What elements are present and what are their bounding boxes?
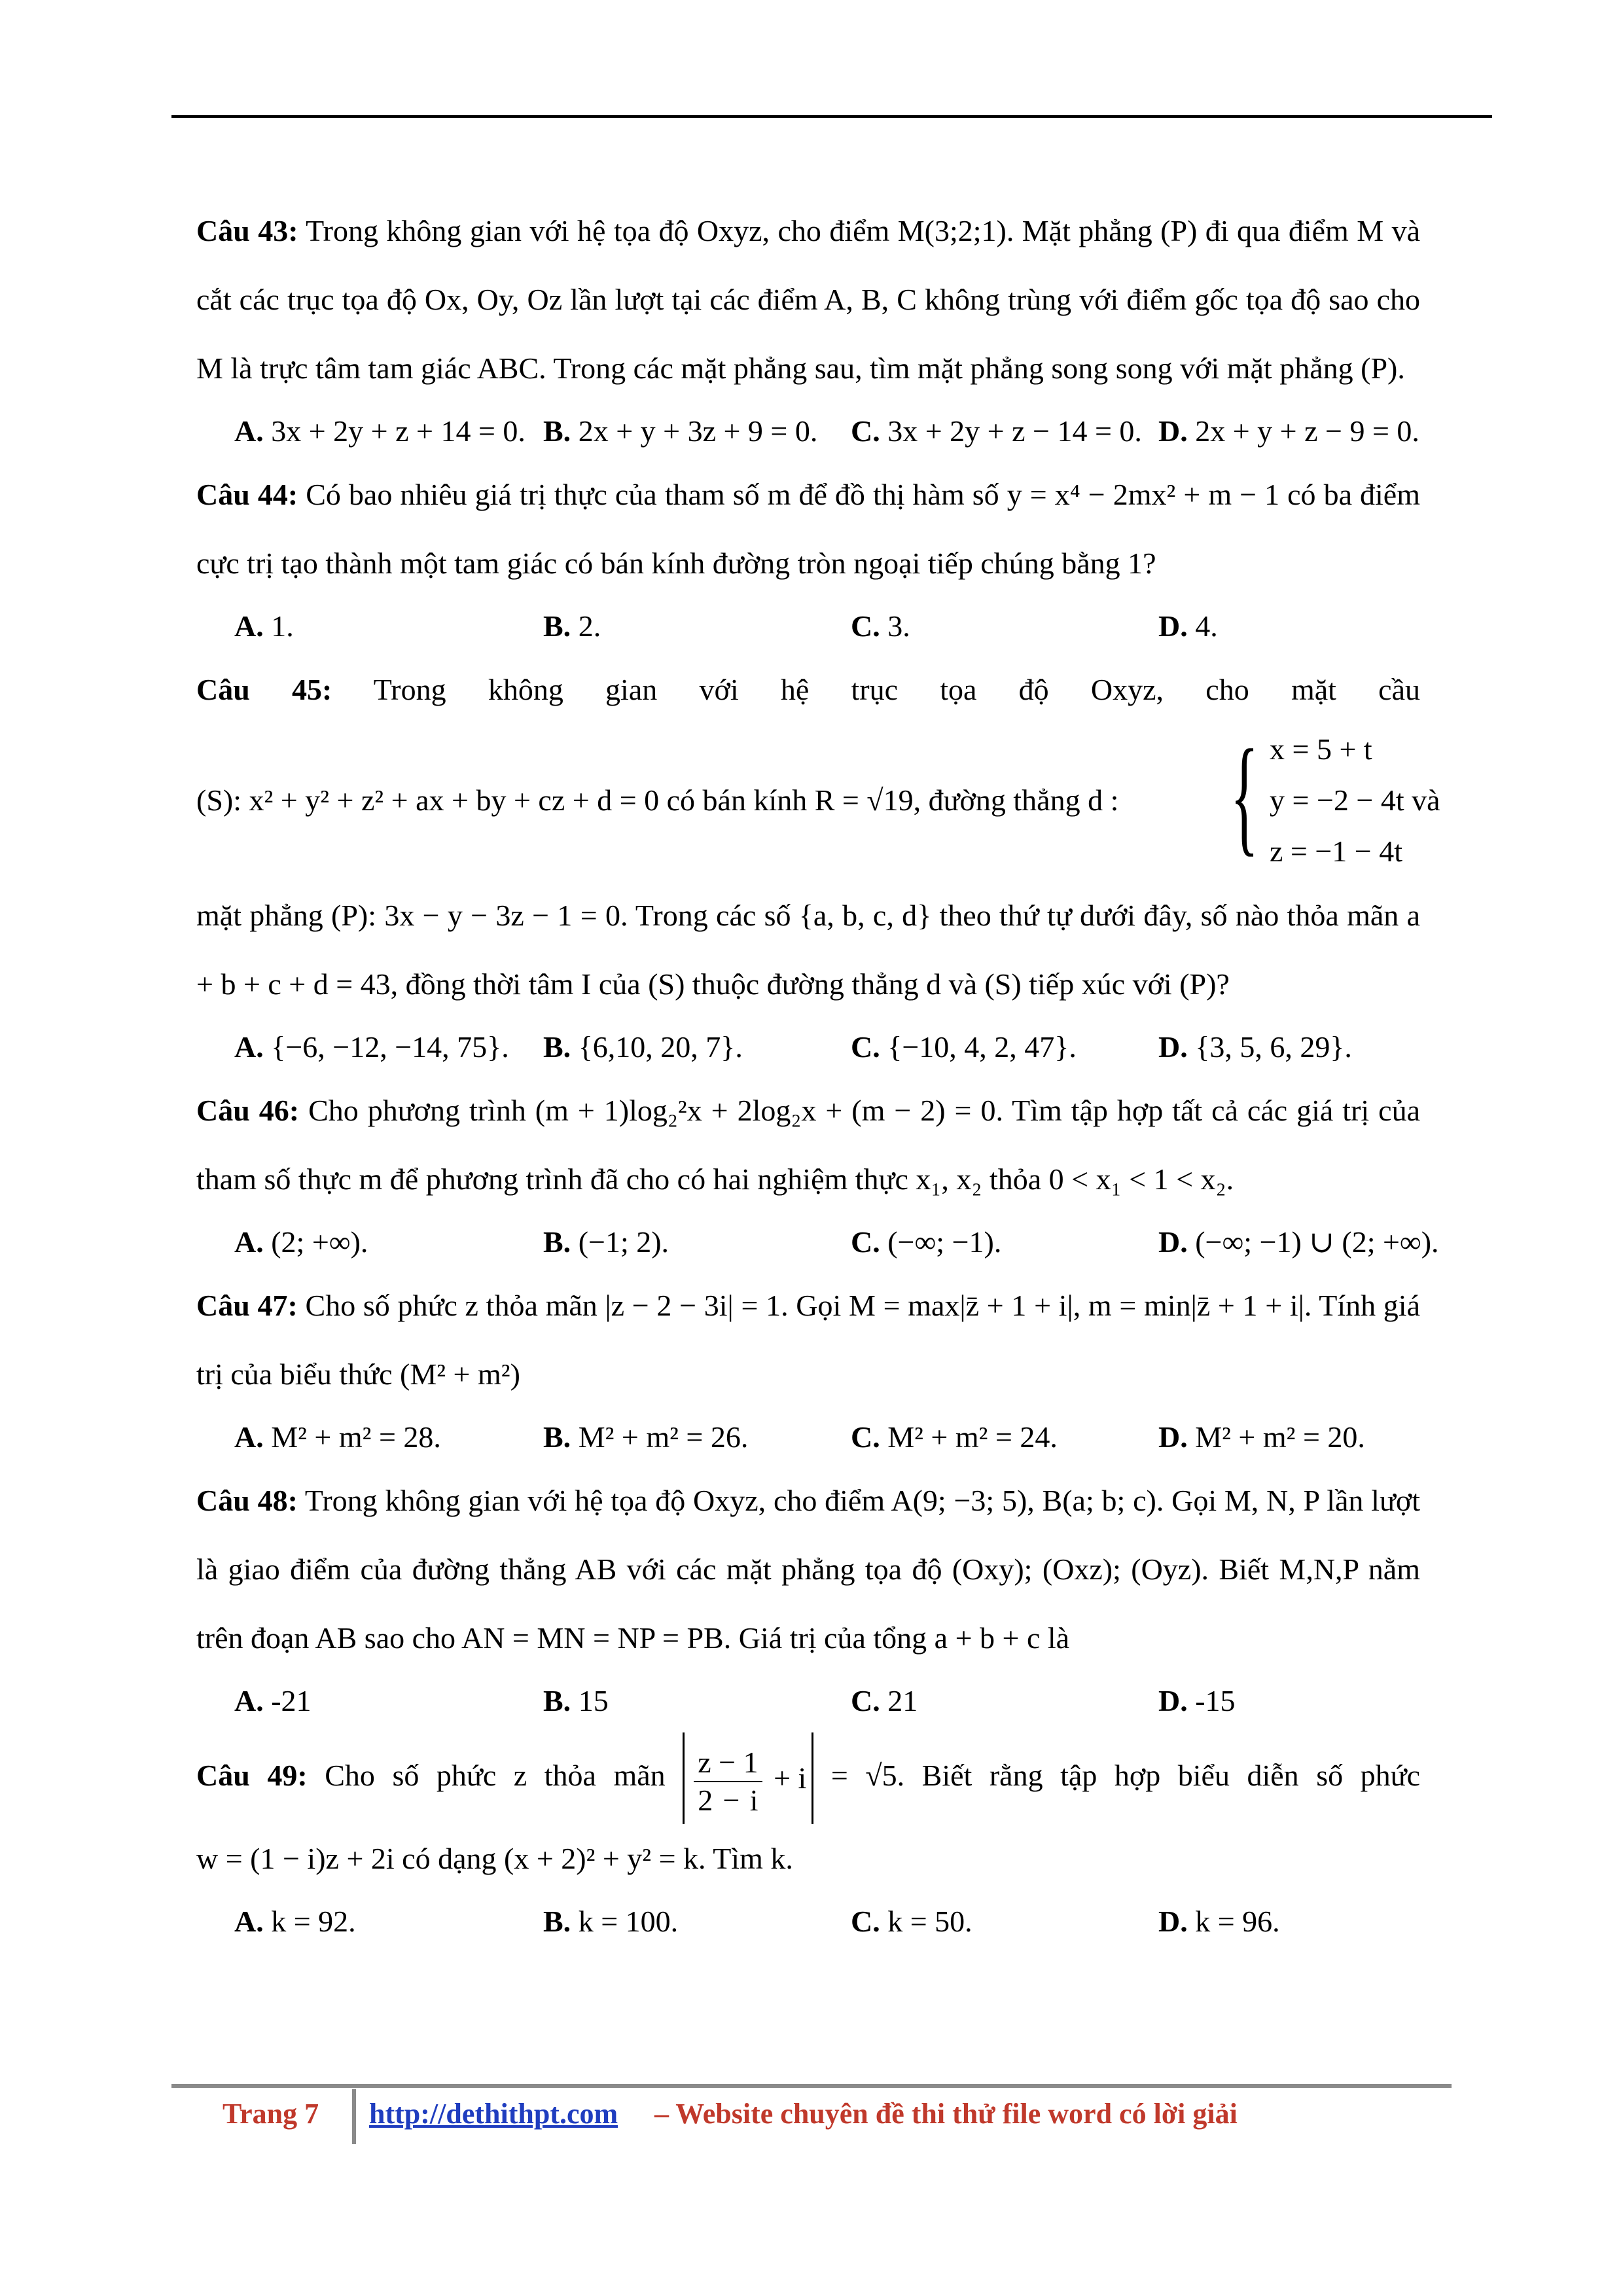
option-label: B. [543,1684,571,1717]
system-line-y: y = −2 − 4t và [1270,783,1440,817]
answer-b[interactable] [543,403,817,460]
question-45-text [196,881,1420,1018]
answer-text: 15 [578,1684,609,1717]
option-label: A. [234,1225,264,1259]
answer-b[interactable] [543,1672,609,1730]
answer-d[interactable] [1158,1018,1352,1076]
option-label: D. [1158,1030,1188,1064]
question-49 [196,1730,1420,1824]
answers-49 [196,1893,1420,1950]
answers-47 [196,1408,1420,1466]
question-label: Câu 48: [196,1484,298,1517]
option-label: C. [851,609,880,643]
option-label: D. [1158,1684,1188,1717]
option-label: B. [543,1225,571,1259]
fraction-denominator: 2 − i [698,1783,758,1817]
question-49-cont [196,1824,1420,1893]
answer-text: M² + m² = 20. [1195,1420,1365,1454]
answer-a[interactable] [234,1408,441,1466]
answer-text: {−6, −12, −14, 75}. [271,1030,509,1064]
question-text: mặt phẳng (P): 3x − y − 3z − 1 = 0. Trong các số {a, b, c, d} theo thứ tự dưới đây, số nào thỏa mãn a + b + c + d = 43, đồng thời tâm I của (S) thuộc đường thẳng d và (S) tiếp xúc với (P)? [196,899,1420,1001]
answer-c[interactable] [851,1672,918,1730]
answer-text: k = 50. [887,1905,972,1939]
answer-text: 21 [887,1684,918,1717]
answer-text: {6,10, 20, 7}. [578,1030,743,1064]
question-48 [196,1466,1420,1672]
answer-text: 3x + 2y + z − 14 = 0. [887,414,1142,448]
answer-text: M² + m² = 26. [578,1420,749,1454]
answer-b[interactable] [543,1893,678,1950]
answer-c[interactable] [851,1018,1077,1076]
answer-text: 2x + y + 3z + 9 = 0. [578,414,818,448]
answer-text: k = 92. [271,1905,356,1939]
answer-text: (−1; 2). [578,1225,669,1259]
answer-d[interactable] [1158,1893,1280,1950]
answer-d[interactable] [1158,1213,1439,1271]
option-label: B. [543,609,571,643]
question-text: Trong không gian với hệ tọa độ Oxyz, cho điểm M(3;2;1). Mặt phẳng (P) đi qua điểm M và cắt các trục tọa độ Ox, Oy, Oz lần lượt tại các điểm A, B, C không trùng với điểm gốc tọa độ sao cho M là trực tâm tam giác ABC. Trong các mặt phẳng sau, tìm mặt phẳng song song với mặt phẳng (P). [196,214,1421,385]
answer-text: (−∞; −1). [887,1225,1002,1259]
page-number: Trang 7 [223,2098,319,2130]
answer-text: k = 100. [578,1905,679,1939]
option-label: B. [543,1420,571,1454]
question-text: Có bao nhiêu giá trị thực của tham số m để đồ thị hàm số y = x⁴ − 2mx² + m − 1 có ba điểm cực trị tạo thành một tam giác có bán kính đường tròn ngoại tiếp chúng bằng 1? [196,478,1420,580]
option-label: D. [1158,1420,1188,1454]
option-label: A. [234,414,264,448]
answer-a[interactable] [234,1893,356,1950]
answer-text: k = 96. [1195,1905,1280,1939]
question-47 [196,1271,1420,1408]
answer-text: 2. [578,609,601,643]
answer-text: -15 [1195,1684,1236,1717]
answers-48 [196,1672,1420,1730]
answer-d[interactable] [1158,1672,1236,1730]
answer-a[interactable] [234,1672,312,1730]
answer-d[interactable] [1158,403,1419,460]
question-label: Câu 49: [196,1759,308,1792]
option-label: D. [1158,1905,1188,1939]
option-label: C. [851,414,880,448]
question-45-intro [196,655,1420,724]
answer-text: 4. [1195,609,1218,643]
answer-c[interactable] [851,598,910,655]
answer-c[interactable] [851,403,1142,460]
document-body [196,196,1440,1950]
option-label: C. [851,1905,880,1939]
question-text: Trong không gian với hệ tọa độ Oxyz, cho điểm A(9; −3; 5), B(a; b; c). Gọi M, N, P lần lượt là giao điểm của đường thẳng AB với các mặt phẳng tọa độ (Oxy); (Oxz); (Oyz). Biết M,N,P nằm trên đoạn AB sao cho AN = MN = NP = PB. Giá trị của tổng a + b + c là [196,1484,1421,1655]
option-label: C. [851,1420,880,1454]
option-label: C. [851,1030,880,1064]
answer-b[interactable] [543,1408,748,1466]
answer-text: {−10, 4, 2, 47}. [887,1030,1077,1064]
option-label: D. [1158,609,1188,643]
question-43 [196,196,1420,403]
option-label: B. [543,414,571,448]
answers-45 [196,1018,1420,1076]
answers-44 [196,598,1420,655]
option-label: D. [1158,414,1188,448]
answer-b[interactable] [543,1213,669,1271]
answer-text: 3x + 2y + z + 14 = 0. [271,414,526,448]
answer-c[interactable] [851,1213,1001,1271]
answers-46 [196,1213,1439,1271]
answer-a[interactable] [234,598,294,655]
footer-separator [352,2089,356,2144]
question-44 [196,460,1420,598]
plus-i: + i [774,1761,807,1795]
answer-b[interactable] [543,598,601,655]
option-label: A. [234,1684,264,1717]
system-line-z: z = −1 − 4t [1270,834,1403,868]
answer-text: M² + m² = 24. [887,1420,1058,1454]
answer-d[interactable] [1158,1408,1365,1466]
answer-a[interactable] [234,1018,509,1076]
answer-text: 2x + y + z − 9 = 0. [1195,414,1419,448]
brace-icon: { [1230,723,1259,868]
header-rule [171,115,1492,118]
option-label: A. [234,1030,264,1064]
answer-c[interactable] [851,1893,972,1950]
option-label: D. [1158,1225,1188,1259]
system-lines [1270,724,1440,877]
option-label: A. [234,609,264,643]
option-label: C. [851,1684,880,1717]
option-label: C. [851,1225,880,1259]
answer-d[interactable] [1158,598,1218,655]
question-label: Câu 44: [196,478,298,511]
answer-a[interactable] [234,1213,368,1271]
question-text-cont: = √5. Biết rằng tập hợp biểu diễn số phức [830,1759,1421,1792]
answer-a[interactable] [234,403,526,460]
question-label: Câu 43: [196,214,298,247]
question-text: Trong không gian với hệ trục tọa độ Oxyz, cho mặt cầu [373,673,1420,706]
answers-43 [196,403,1420,460]
answer-text: M² + m² = 28. [271,1420,441,1454]
sphere-equation: (S): x² + y² + z² + ax + by + cz + d = 0 có bán kính R = √19, đường thẳng d : [196,783,1119,817]
question-label: Câu 45: [196,673,332,706]
option-label: B. [543,1030,571,1064]
footer-rule [171,2084,1452,2088]
absolute-value [683,1732,813,1824]
answer-text: -21 [271,1684,312,1717]
fraction [694,1744,762,1819]
answer-text: (−∞; −1) ∪ (2; +∞). [1195,1225,1439,1259]
question-text: Cho phương trình (m + 1)log₂²x + 2log₂x + (m − 2) = 0. Tìm tập hợp tất cả các giá trị của tham số thực m để phương trình đã cho có hai nghiệm thực x₁, x₂ thỏa 0 < x₁ < 1 < x₂. [196,1094,1420,1196]
question-45-system [196,723,1440,881]
question-label: Câu 46: [196,1094,300,1127]
website-link[interactable]: http://dethithpt.com [369,2098,618,2130]
question-label: Câu 47: [196,1289,298,1322]
fraction-numerator: z − 1 [694,1744,762,1782]
answer-text: 3. [887,609,910,643]
answer-c[interactable] [851,1408,1058,1466]
footer-tagline: – Website chuyên đề thi thử file word có lời giải [654,2098,1238,2130]
answer-text: (2; +∞). [271,1225,368,1259]
question-46 [196,1076,1420,1213]
system-line-x: x = 5 + t [1270,732,1372,766]
answer-text: {3, 5, 6, 29}. [1195,1030,1352,1064]
option-label: B. [543,1905,571,1939]
question-text: Cho số phức z thỏa mãn |z − 2 − 3i| = 1. Gọi M = max|z̄ + 1 + i|, m = min|z̄ + 1 + i|. Tính giá trị của biểu thức (M² + m²) [196,1289,1421,1391]
option-label: A. [234,1905,264,1939]
option-label: A. [234,1420,264,1454]
answer-b[interactable] [543,1018,743,1076]
question-text: w = (1 − i)z + 2i có dạng (x + 2)² + y² = k. Tìm k. [196,1842,793,1876]
question-text: Cho số phức z thỏa mãn [325,1759,666,1792]
answer-text: 1. [271,609,294,643]
